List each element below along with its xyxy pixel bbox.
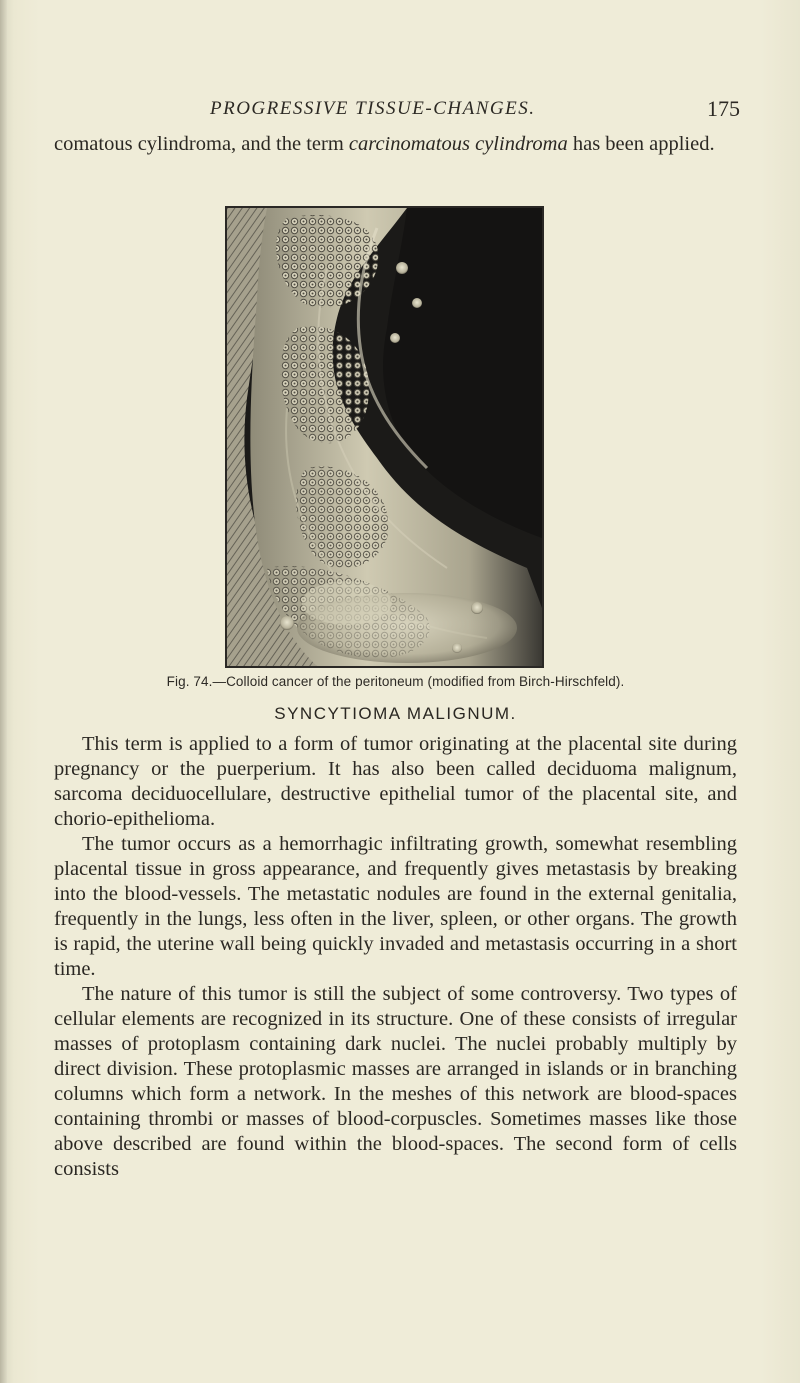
figure-caption: Fig. 74.—Colloid cancer of the peritoneum (modified from Birch-Hirschfeld).	[166, 674, 625, 689]
paragraph-2: The tumor occurs as a hemorrhagic infiltrating growth, somewhat resembling placental tissue in gross appearance, and frequently gives metastasis by breaking into the blood-vessels. The metastatic nodules are found in the external genitalia, frequently in the lungs, less often in the liver, spleen, or other organs. The growth is rapid, the uterine wall being quickly invaded and metastasis occurring in a short time.	[54, 833, 737, 980]
running-head	[140, 98, 740, 128]
paragraph-1: This term is applied to a form of tumor originating at the placental site during pregnancy or the puerperium. It has also been called deciduoma malignum, sarcoma deciduocellulare, destructive epithelial tumor of the placental site, and chorio-epithelioma.	[54, 733, 737, 830]
opening-text-prefix: comatous cylindroma, and the term	[54, 133, 349, 155]
page-edge	[0, 0, 7, 1383]
body-text	[54, 732, 737, 1182]
opening-text-suffix: has been applied.	[567, 133, 715, 155]
colloid-cancer-drawing	[227, 208, 542, 666]
running-head-title: PROGRESSIVE TISSUE-CHANGES.	[210, 98, 536, 119]
figure-74-illustration	[225, 206, 544, 668]
page-number: 175	[707, 96, 740, 121]
section-heading: SYNCYTIOMA MALIGNUM.	[274, 704, 517, 723]
opening-paragraph	[54, 132, 737, 157]
opening-text-italic: carcinomatous cylindroma	[348, 133, 568, 155]
paragraph-3: The nature of this tumor is still the subject of some controversy. Two types of cellular elements are recognized in its structure. One of these consists of irregular masses of protoplasm containing dark nuclei. The nuclei probably multiply by direct division. These protoplasmic masses are arranged in islands or in branching columns which form a network. In the meshes of this network are blood-spaces containing thrombi or masses of blood-corpuscles. Sometimes masses like those above described are found within the blood-spaces. The second form of cells consists	[54, 983, 737, 1180]
